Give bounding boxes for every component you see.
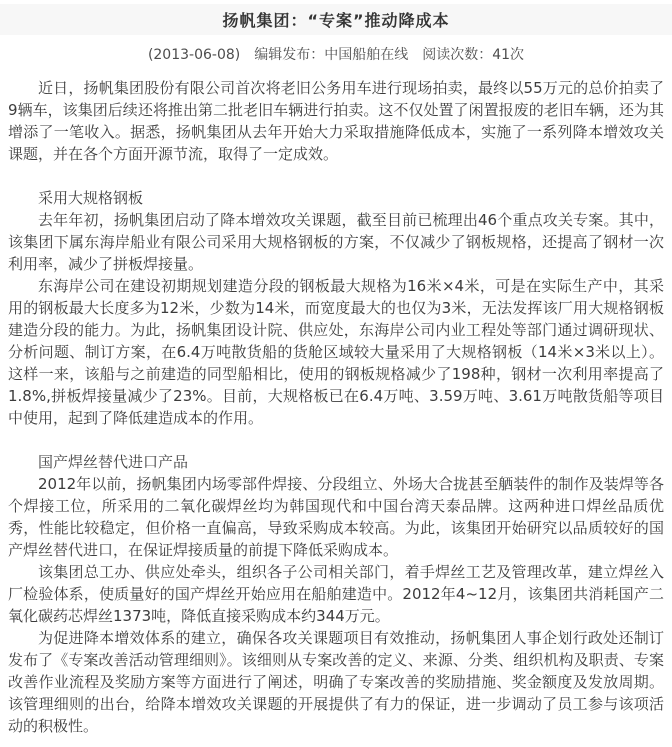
publisher-label: 编辑发布：: [254, 47, 325, 63]
article-title-bar: [0, 4, 672, 35]
page-title: 扬帆集团：“专案”推动降成本: [222, 11, 450, 30]
publisher-name: 中国船舶在线: [324, 47, 409, 63]
article-meta: [0, 35, 672, 71]
article-paragraph: 去年年初，扬帆集团启动了降本增效攻关课题，截至目前已梳理出46个重点攻关专案。其中，该集团下属东海岸船业有限公司采用大规格钢板的方案，不仅减少了钢板规格，还提高了钢材一次利用率，减少了拼板焊接量。: [8, 211, 664, 273]
section-heading-large-steel-plate: 采用大规格钢板: [38, 189, 144, 207]
article-page: [0, 4, 672, 747]
publish-date: (2013-06-08): [147, 47, 241, 63]
article-body: [0, 71, 672, 747]
article-paragraph: 近日，扬帆集团股份有限公司首次将老旧公务用车进行现场拍卖，最终以55万元的总价拍卖了9辆车，该集团后续还将推出第二批老旧车辆进行拍卖。这不仅处置了闲置报废的老旧车辆，还为其增添了一笔收入。据悉，扬帆集团从去年开始大力采取措施降低成本，实施了一系列降本增效攻关课题，并在各个方面开源节流，取得了一定成效。: [8, 79, 664, 163]
article-paragraph: 为促进降本增效体系的建立，确保各攻关课题项目有效推动，扬帆集团人事企划行政处还制订发布了《专案改善活动管理细则》。该细则从专案改善的定义、来源、分类、组织机构及职责、专案改善作业流程及奖励方案等方面进行了阐述，明确了专案改善的奖励措施、奖金额度及发放周期。该管理细则的出台，给降本增效攻关课题的开展提供了有力的保证，进一步调动了员工参与该项活动的积极性。: [8, 629, 664, 735]
article-paragraph: 东海岸公司在建设初期规划建造分段的钢板最大规格为16米×4米，可是在实际生产中，其采用的钢板最大长度多为12米，少数为14米，而宽度最大的也仅为3米，无法发挥该厂用大规格钢板建造分段的能力。为此，扬帆集团设计院、供应处，东海岸公司内业工程处等部门通过调研现状、分析问题、制订方案，在6.4万吨散货船的货舱区域较大量采用了大规格钢板（14米×3米以上）。这样一来，该船与之前建造的同型船相比，使用的钢板规格减少了198种，钢材一次利用率提高了1.8%,拼板焊接量减少了23%。目前，大规格板已在6.4万吨、3.59万吨、3.61万吨散货船等项目中使用，起到了降低建造成本的作用。: [8, 277, 664, 427]
views-label: 阅读次数：: [422, 47, 493, 63]
article-paragraph: 2012年以前，扬帆集团内场零部件焊接、分段组立、外场大合拢甚至舾装件的制作及装焊等各个焊接工位，所采用的二氧化碳焊丝均为韩国现代和中国台湾天泰品牌。这两种进口焊丝品质优秀，性能比较稳定，但价格一直偏高，导致采购成本较高。为此，该集团开始研究以品质较好的国产焊丝替代进口，在保证焊接质量的前提下降低采购成本。: [8, 475, 664, 559]
section-heading-domestic-welding-wire: 国产焊丝替代进口产品: [38, 453, 189, 471]
views-count: 41次: [492, 47, 525, 63]
article-paragraph: 该集团总工办、供应处牵头，组织各子公司相关部门，着手焊丝工艺及管理改革，建立焊丝入厂检验体系，使质量好的国产焊丝开始应用在船舶建造中。2012年4~12月，该集团共消耗国产二氧化碳药芯焊丝1373吨，降低直接采购成本约344万元。: [8, 563, 664, 625]
